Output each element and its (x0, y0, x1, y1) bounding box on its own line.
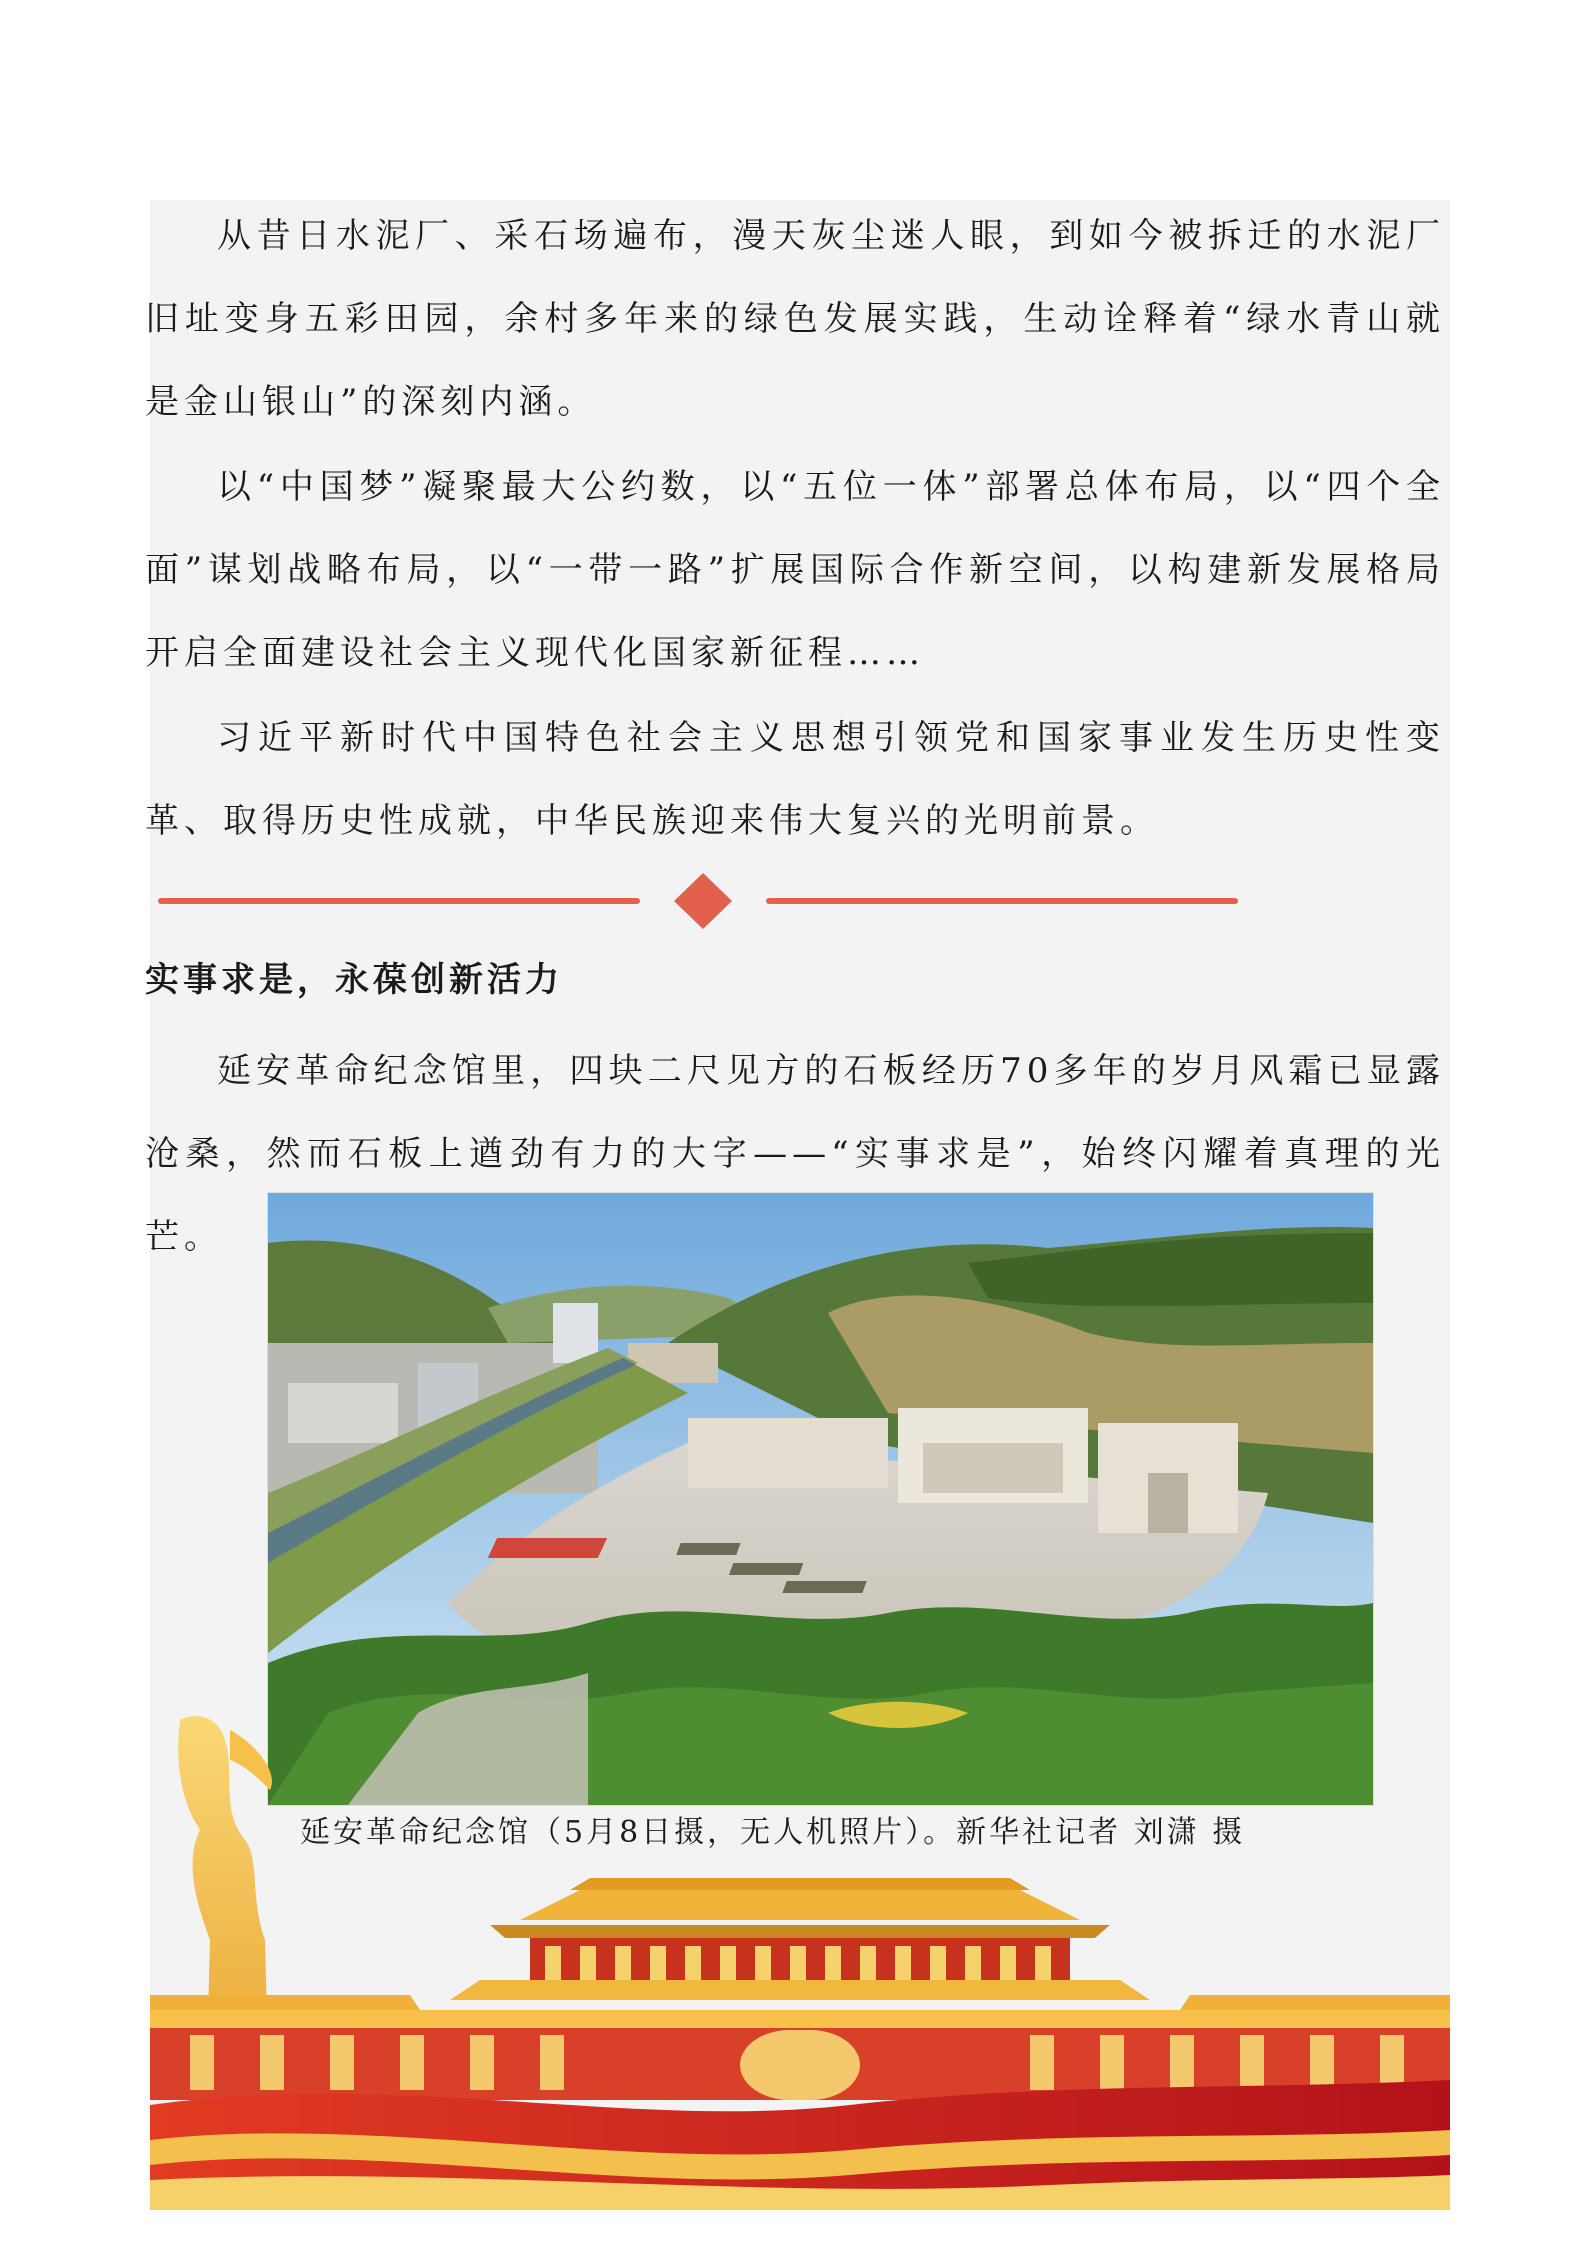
tiananmen-festive-decoration (150, 1710, 1450, 2210)
paragraph-new-era-thought: 习近平新时代中国特色社会主义思想引领党和国家事业发生历史性变革、取得历史性成就，中华民族迎来伟大复兴的光明前景。 (145, 718, 1445, 841)
gate-lower-roof (450, 1980, 1150, 2000)
paragraph-yanan-stone-tablets: 延安革命纪念馆里，四块二尺见方的石板经历70多年的岁月风霜已显露沧桑，然而石板上遒劲有力的大字——“实事求是”，始终闪耀着真理的光芒。 (145, 1051, 1445, 1257)
divider-line-right (766, 898, 1238, 904)
divider-line-left (158, 898, 640, 904)
side-pavilion-right (1180, 1995, 1450, 2010)
gate-roof-top (520, 1890, 1080, 1920)
paragraph-chinese-dream: 以“中国梦”凝聚最大公约数，以“五位一体”部署总体布局，以“四个全面”谋划战略布局，以“一带一路”扩展国际合作新空间，以构建新发展格局开启全面建设社会主义现代化国家新征程…… (145, 467, 1445, 673)
plaza-red-carpet (488, 1538, 607, 1558)
divider-diamond-icon (674, 873, 732, 929)
section-divider (158, 870, 1238, 932)
paragraph-green-development: 从昔日水泥厂、采石场遍布，漫天灰尘迷人眼，到如今被拆迁的水泥厂旧址变身五彩田园，余村多年来的绿色发展实践，生动诠释着“绿水青山就是金山银山”的深刻内涵。 (145, 216, 1445, 422)
section-heading: 实事求是，永葆创新活力 (145, 960, 563, 1000)
memorial-building-left-wing (688, 1418, 888, 1488)
side-pavilion-left (150, 1995, 420, 2010)
gate-roof-ridge (570, 1878, 1030, 1890)
photo-caption: 延安革命纪念馆（5月8日摄，无人机照片）。新华社记者 刘潇 摄 (300, 1815, 1246, 1850)
